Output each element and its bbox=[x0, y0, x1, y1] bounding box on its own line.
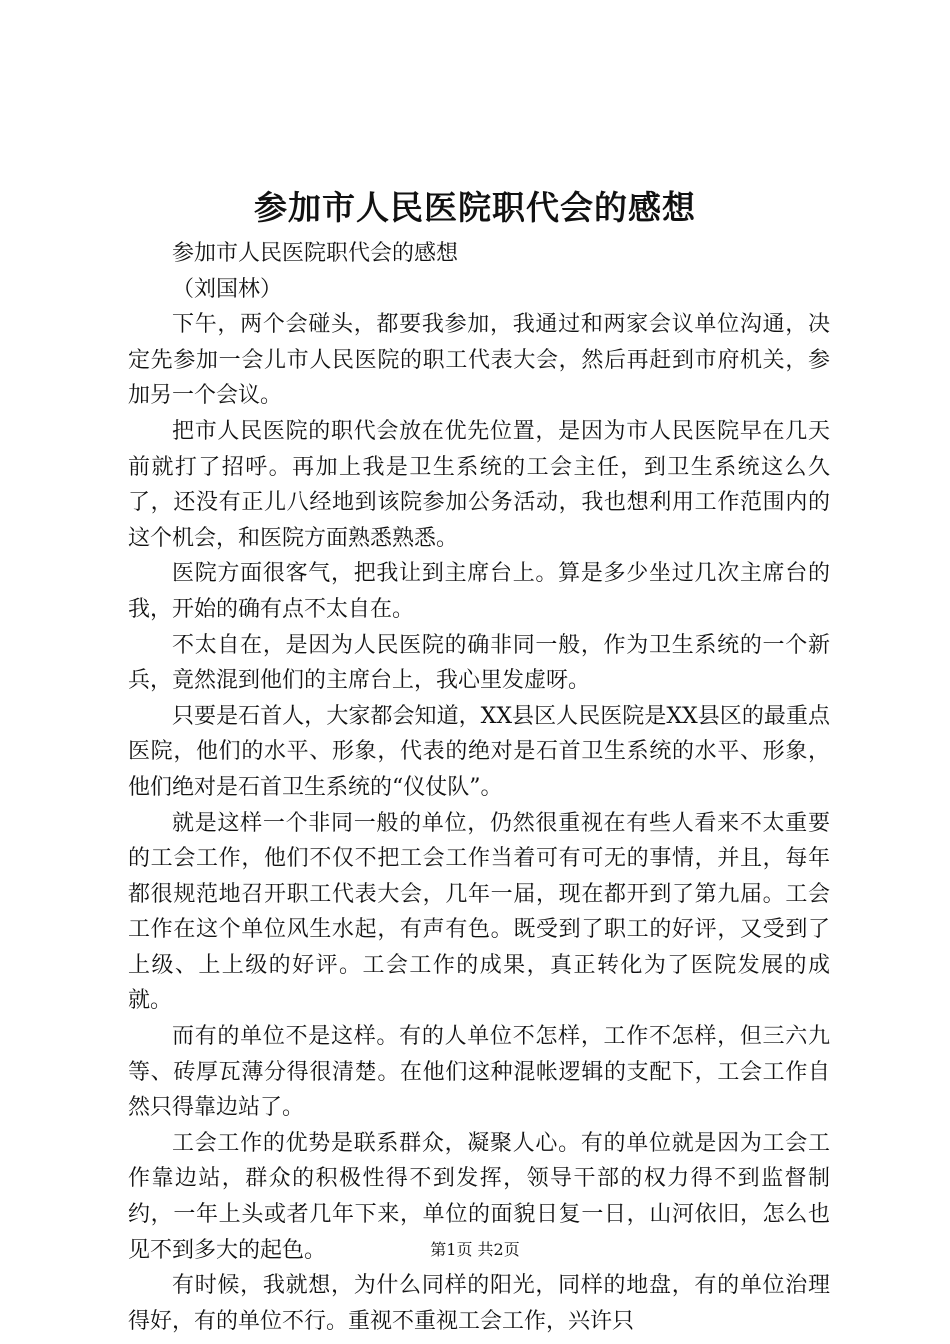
paragraph: 只要是石首人，大家都会知道，XX县区人民医院是XX县区的最重点医院，他们的水平、形象，代表的绝对是石首卫生系统的水平、形象，他们绝对是石首卫生系统的“仪仗队”。 bbox=[128, 703, 830, 800]
paragraph: 工会工作的优势是联系群众，凝聚人心。有的单位就是因为工会工作靠边站，群众的积极性得不到发挥，领导干部的权力得不到监督制约，一年上头或者几年下来，单位的面貌日复一日，山河依旧，怎么也见不到多大的起色。 bbox=[128, 1130, 830, 1263]
document-title: 参加市人民医院职代会的感想 bbox=[254, 188, 696, 227]
paragraph: 有时候，我就想，为什么同样的阳光，同样的地盘，有的单位治理得好，有的单位不行。重视不重视工会工作，兴许只 bbox=[128, 1273, 830, 1334]
document-body bbox=[128, 236, 830, 1339]
paragraph: 就是这样一个非同一般的单位，仍然很重视在有些人看来不太重要的工会工作，他们不仅不把工会工作当着可有可无的事情，并且，每年都很规范地召开职工代表大会，几年一届，现在都开到了第九届。工会工作在这个单位风生水起，有声有色。既受到了职工的好评，又受到了上级、上上级的好评。工会工作的成果，真正转化为了医院发展的成就。 bbox=[128, 810, 830, 1014]
paragraph: 而有的单位不是这样。有的人单位不怎样，工作不怎样，但三六九等、砖厚瓦薄分得很清楚。在他们这种混帐逻辑的支配下，工会工作自然只得靠边站了。 bbox=[128, 1024, 830, 1121]
author-line: （刘国林） bbox=[172, 276, 283, 302]
page-footer: 第1页 共2页 bbox=[430, 1240, 520, 1259]
paragraph: 把市人民医院的职代会放在优先位置，是因为市人民医院早在几天前就打了招呼。再加上我是卫生系统的工会主任，到卫生系统这么久了，还没有正儿八经地到该院参加公务活动，我也想利用工作范围内的这个机会，和医院方面熟悉熟悉。 bbox=[128, 418, 830, 551]
paragraph: 下午，两个会碰头，都要我参加，我通过和两家会议单位沟通，决定先参加一会儿市人民医院的职工代表大会，然后再赶到市府机关，参加另一个会议。 bbox=[128, 312, 830, 409]
paragraph: 医院方面很客气，把我让到主席台上。算是多少坐过几次主席台的我，开始的确有点不太自在。 bbox=[128, 561, 830, 622]
paragraph: 不太自在，是因为人民医院的确非同一般，作为卫生系统的一个新兵，竟然混到他们的主席台上，我心里发虚呀。 bbox=[128, 632, 830, 694]
subtitle: 参加市人民医院职代会的感想 bbox=[172, 241, 459, 266]
